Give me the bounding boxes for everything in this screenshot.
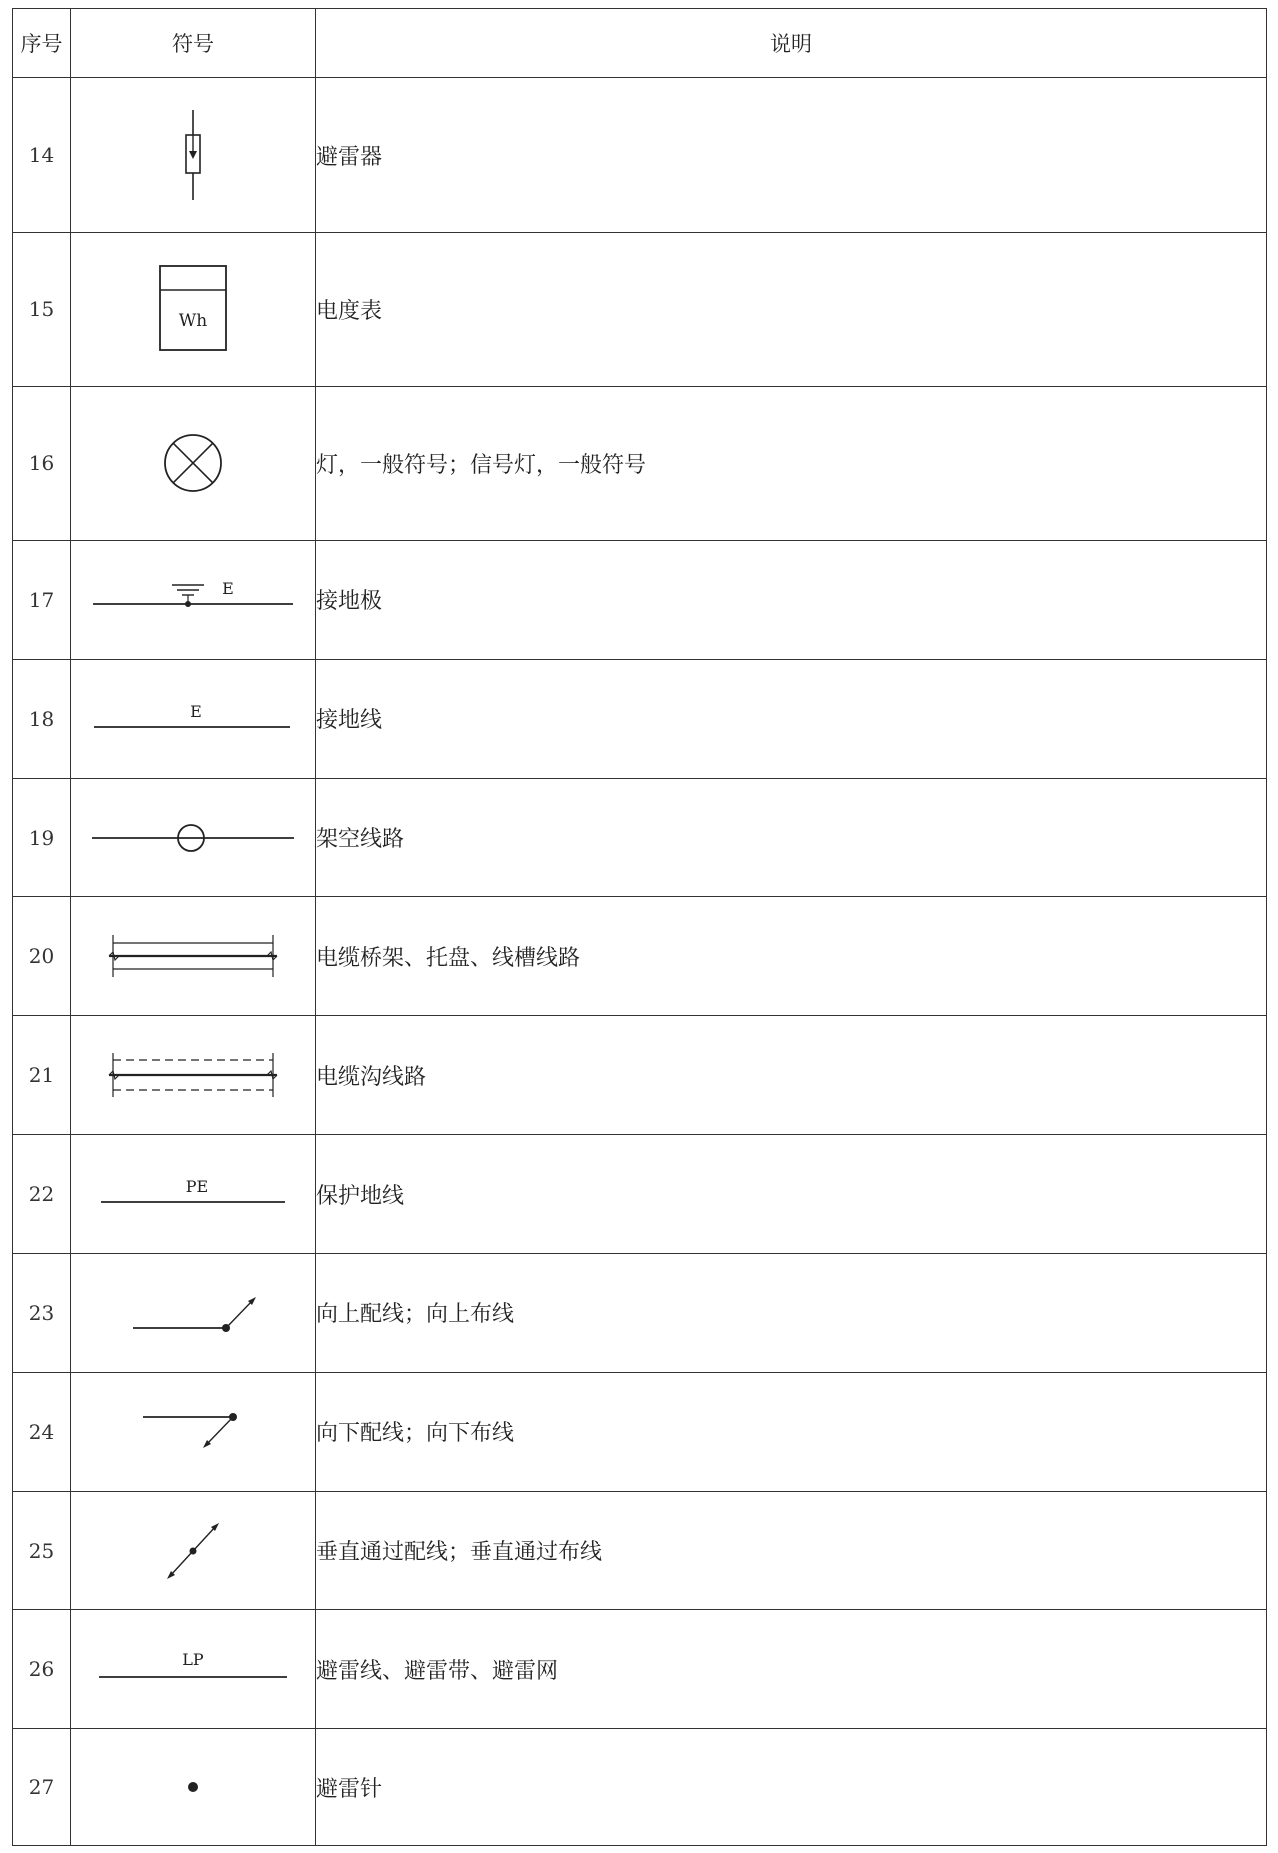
lamp-icon	[158, 428, 228, 498]
overhead-line-icon	[88, 818, 298, 858]
watt-hour-meter-icon	[158, 264, 228, 354]
table-row	[13, 1491, 1267, 1610]
earth-line-label: E	[190, 701, 202, 721]
table-row	[13, 78, 1267, 232]
cable-trench-icon	[103, 1050, 283, 1100]
row-description: 架空线路	[316, 778, 1267, 897]
row-symbol	[71, 1135, 316, 1254]
row-index: 23	[13, 1253, 71, 1372]
row-symbol	[71, 78, 316, 232]
row-description: 避雷针	[316, 1729, 1267, 1846]
row-symbol	[71, 659, 316, 778]
header-index: 序号	[13, 9, 71, 78]
row-description: 向下配线；向下布线	[316, 1372, 1267, 1491]
row-symbol	[71, 1491, 316, 1610]
row-symbol	[71, 540, 316, 659]
row-index: 17	[13, 540, 71, 659]
row-index: 18	[13, 659, 71, 778]
row-symbol	[71, 1016, 316, 1135]
header-symbol: 符号	[71, 9, 316, 78]
cable-tray-icon	[103, 931, 283, 981]
table-row	[13, 232, 1267, 386]
row-index: 24	[13, 1372, 71, 1491]
table-row	[13, 1729, 1267, 1846]
row-description: 电缆沟线路	[316, 1016, 1267, 1135]
wiring-through-icon	[158, 1516, 228, 1586]
table-row	[13, 1610, 1267, 1729]
table-row	[13, 1135, 1267, 1254]
row-index: 21	[13, 1016, 71, 1135]
row-description: 电度表	[316, 232, 1267, 386]
table-row	[13, 1372, 1267, 1491]
wiring-down-icon	[133, 1407, 253, 1457]
table-row	[13, 386, 1267, 540]
row-symbol	[71, 386, 316, 540]
earth-electrode-icon	[88, 580, 298, 620]
row-symbol	[71, 1253, 316, 1372]
row-symbol	[71, 1372, 316, 1491]
row-description: 避雷器	[316, 78, 1267, 232]
pe-label: PE	[185, 1177, 209, 1197]
row-index: 22	[13, 1135, 71, 1254]
row-description: 避雷线、避雷带、避雷网	[316, 1610, 1267, 1729]
header-row	[13, 9, 1267, 78]
row-description: 垂直通过配线；垂直通过布线	[316, 1491, 1267, 1610]
table-row	[13, 540, 1267, 659]
header-description: 说明	[316, 9, 1267, 78]
table-row	[13, 897, 1267, 1016]
row-index: 26	[13, 1610, 71, 1729]
row-index: 16	[13, 386, 71, 540]
row-symbol	[71, 897, 316, 1016]
row-index: 14	[13, 78, 71, 232]
earth-line-icon	[88, 699, 298, 739]
row-symbol	[71, 778, 316, 897]
row-description: 接地极	[316, 540, 1267, 659]
row-symbol	[71, 1729, 316, 1846]
row-description: 向上配线；向上布线	[316, 1253, 1267, 1372]
row-symbol	[71, 232, 316, 386]
wiring-up-icon	[123, 1288, 263, 1338]
row-index: 15	[13, 232, 71, 386]
meter-label: Wh	[178, 311, 208, 332]
lightning-arrester-icon	[173, 105, 213, 205]
table-row	[13, 659, 1267, 778]
row-index: 25	[13, 1491, 71, 1610]
earth-label: E	[222, 579, 234, 598]
row-index: 20	[13, 897, 71, 1016]
row-index: 19	[13, 778, 71, 897]
table-row	[13, 778, 1267, 897]
lp-label: LP	[182, 1650, 204, 1670]
lightning-rod-icon	[183, 1777, 203, 1797]
row-description: 灯，一般符号；信号灯，一般符号	[316, 386, 1267, 540]
table-row	[13, 1016, 1267, 1135]
symbol-legend-table	[12, 8, 1267, 1846]
table-row	[13, 1253, 1267, 1372]
row-symbol	[71, 1610, 316, 1729]
row-description: 电缆桥架、托盘、线槽线路	[316, 897, 1267, 1016]
lightning-conductor-icon	[93, 1649, 293, 1689]
row-description: 保护地线	[316, 1135, 1267, 1254]
row-description: 接地线	[316, 659, 1267, 778]
protective-earth-line-icon	[93, 1174, 293, 1214]
row-index: 27	[13, 1729, 71, 1846]
